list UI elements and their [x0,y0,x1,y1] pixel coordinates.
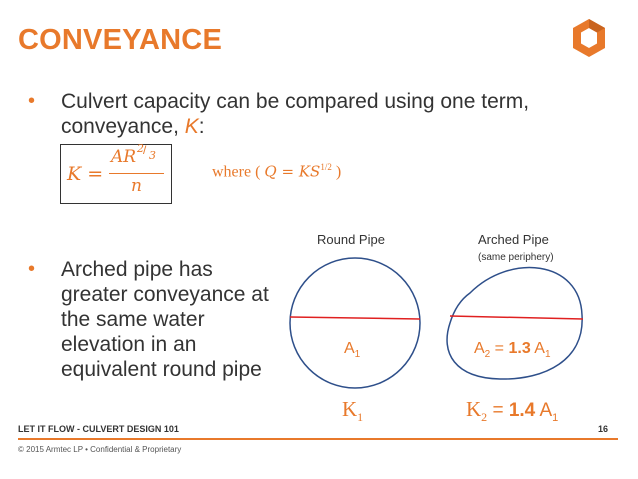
round-pipe-label: Round Pipe [317,232,385,247]
formula-exp-den: 3 [149,149,156,162]
bullet-2-line: equivalent round pipe [61,358,262,381]
bullet-2-line: greater conveyance at [61,283,269,306]
page-number: 16 [598,424,609,434]
copyright: © 2015 Armtec LP • Confidential & Proprietary [18,445,182,454]
bullet-1-line-1: Culvert capacity can be compared using one term, [61,90,530,113]
arched-pipe-label: Arched Pipe [478,232,549,247]
round-pipe-water-line [290,317,420,319]
bullet-2-line: elevation in an [61,333,197,356]
bullet-1-text [61,89,581,139]
round-pipe-conveyance: $K_1$ [342,397,364,425]
round-pipe-area: $A_1$ [344,340,361,361]
arched-pipe-sublabel: (same periphery) [478,252,554,263]
bullet-2-line: Arched pipe has [61,258,213,281]
footer-title: LET IT FLOW - CULVERT DESIGN 101 [18,424,179,434]
conveyance-k: K [184,115,199,138]
flow-relation-expr: Q = KS [264,162,321,181]
arched-pipe-area: $A_2 = 1.3$ $A_1$ [474,340,551,361]
formula-numerator: AR [111,147,137,167]
bullet-1-dot: • [28,90,36,112]
arched-pipe-conveyance: $K_2 = 1.4$ $A_1$ [466,397,559,425]
formula-denominator: n [131,176,142,196]
bullet-1-line-2: conveyance, K: [61,115,205,138]
round-pipe-outline [290,258,420,388]
footer-divider [18,438,618,440]
conveyance-formula [60,144,172,204]
formula-exp-slash: / [143,143,147,157]
arched-pipe-water-line [450,316,583,319]
arched-pipe-outline [447,268,582,379]
bullet-2-text [61,257,301,382]
bullet-2-dot: • [28,258,36,280]
flow-relation: where ( $Q = KS^{1/2}$ ) [212,162,342,181]
bullet-2-line: the same water [61,308,205,331]
formula-lhs: K = [67,163,104,185]
armtec-logo-icon [571,18,607,58]
fraction-bar [109,173,164,174]
pipe-diagram [280,255,610,405]
formula-exp-num: 2 [137,142,144,155]
slide-title: CONVEYANCE [18,24,222,56]
